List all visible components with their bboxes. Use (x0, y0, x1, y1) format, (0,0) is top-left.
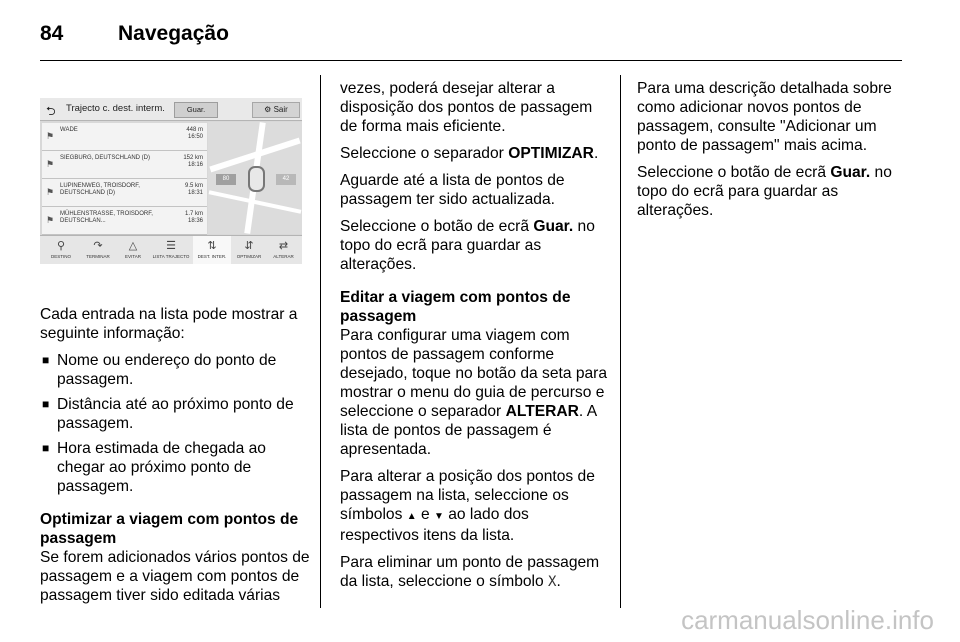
waypoint-list (42, 123, 207, 235)
tab-lista-trajecto (150, 236, 192, 264)
waypoint-flag-icon: ⚑ (46, 187, 55, 197)
optimize-paragraph: Se forem adicionados vários pontos de passagem e a viagem com pontos de passagem tiver sido editada várias (40, 549, 310, 604)
waypoint-item (42, 207, 207, 235)
waypoint-route-icon: ⇅ (207, 240, 217, 252)
bullet-item: ■ Nome ou endereço do ponto de passagem. (40, 351, 310, 389)
text: no topo do ecrã para guardar as alterações. (637, 164, 892, 219)
screen-guar-button: Guar. (174, 102, 218, 118)
down-arrow-icon: ▼ (433, 511, 444, 522)
waypoint-distance: 152 km (183, 155, 203, 161)
tab-dest-inter (193, 236, 231, 264)
column-divider-2 (620, 75, 621, 608)
screen-title: Trajecto c. dest. interm. (66, 103, 165, 114)
road-number-badge: 42 (276, 174, 296, 185)
edit-route-icon: ⇄ (278, 240, 289, 252)
waypoint-distance: 9.5 km (184, 183, 203, 189)
screen-tab-bar (40, 235, 302, 264)
tab-label: OPTIMIZAR (236, 254, 262, 259)
text: Seleccione o botão de ecrã (340, 218, 534, 235)
destination-icon: ⚲ (56, 240, 66, 252)
paragraph (340, 553, 612, 592)
waypoint-name: LUPINENWEG, TROISDORF, DEUTSCHLAND (D) (60, 183, 140, 196)
text: Para alterar a posição dos pontos de passagem na lista, seleccione os símbolos (340, 468, 595, 523)
text: ao lado dos respectivos itens da lista. (340, 506, 529, 544)
bold-term: ALTERAR (505, 403, 579, 420)
column-3 (637, 79, 905, 228)
vehicle-position-icon (248, 166, 265, 192)
waypoint-flag-icon: ⚑ (46, 131, 55, 141)
section-heading-edit: Editar a viagem com pontos de passagem (340, 289, 571, 325)
paragraph: Para uma descrição detalhada sobre como adicionar novos pontos de passagem, consulte "Adicionar um ponto de passagem" mais acima. (637, 80, 892, 154)
tab-terminar (80, 236, 116, 264)
screen-sair-button: ⚙ Sair (252, 102, 300, 118)
waypoint-distance: 448 m (186, 127, 203, 133)
text: no topo do ecrã para guardar as alterações. (340, 218, 595, 273)
optimize-icon: ⇵ (244, 240, 254, 252)
tab-label: TERMINAR (86, 254, 110, 259)
waypoint-distance-time (186, 127, 203, 141)
text: Seleccione o botão de ecrã (637, 164, 831, 181)
tab-optimizar (233, 236, 265, 264)
tab-label: ALTERAR (273, 254, 294, 259)
paragraph: vezes, poderá desejar alterar a disposição dos pontos de passagem de forma mais eficiente. (340, 80, 593, 135)
waypoint-time: 16:50 (187, 134, 203, 140)
column-2 (340, 79, 612, 600)
tab-destino (44, 236, 78, 264)
tab-label: DESTINO (50, 254, 71, 259)
waypoint-name: WADE (60, 127, 78, 133)
paragraph (340, 326, 612, 459)
bullet-item: ■ Hora estimada de chegada ao chegar ao próximo ponto de passagem. (40, 439, 310, 496)
waypoint-time: 18:16 (187, 162, 203, 168)
text: . (593, 145, 599, 162)
tab-evitar (118, 236, 148, 264)
tab-label: EVITAR (125, 254, 141, 259)
watermark: carmanualsonline.info (681, 605, 934, 635)
column-divider-1 (320, 75, 321, 608)
back-arrow-icon: ⮌ (46, 104, 56, 118)
paragraph (340, 217, 612, 274)
avoid-icon: △ (128, 240, 138, 252)
paragraph: Aguarde até a lista de pontos de passagem ter sido actualizada. (340, 172, 565, 208)
waypoint-item (42, 123, 207, 151)
waypoint-item (42, 151, 207, 179)
destination-flag-icon: ⚑ (46, 215, 55, 225)
route-list-icon: ☰ (166, 240, 176, 252)
waypoint-name: MÜHLENSTRASSE, TROISDORF, DEUTSCHLAN... (60, 211, 153, 224)
waypoint-distance-time (185, 211, 203, 225)
text: e (416, 506, 434, 523)
waypoint-flag-icon: ⚑ (46, 159, 55, 169)
waypoint-distance-time (183, 155, 203, 169)
column-1 (40, 305, 310, 613)
intro-paragraph: Cada entrada na lista pode mostrar a seguinte informação: (40, 306, 298, 342)
bullet-item: ■ Distância até ao próximo ponto de passagem. (40, 395, 310, 433)
tab-alterar (267, 236, 300, 264)
header-rule (40, 60, 902, 61)
waypoint-item (42, 179, 207, 207)
waypoint-time: 18:31 (187, 190, 203, 196)
up-arrow-icon: ▲ (406, 511, 417, 522)
terminate-route-icon: ↷ (93, 240, 103, 252)
bold-term: Guar. (533, 218, 574, 235)
tab-label: DEST. INTER. (197, 254, 227, 259)
text: Para configurar uma viagem com pontos de passagem conforme desejado, toque no botão da seta para mostrar o menu do guia de percurso e seleccione o separador (340, 327, 608, 420)
waypoint-name: SIEGBURG, DEUTSCHLAND (D) (60, 155, 151, 161)
text: . A lista de pontos de passagem é apresentada. (340, 403, 597, 458)
waypoint-distance: 1.7 km (184, 211, 203, 217)
section-heading-optimize: Optimizar a viagem com pontos de passagem (40, 511, 299, 547)
text: Seleccione o separador (340, 145, 509, 162)
text: Para eliminar um ponto de passagem da lista, seleccione o símbolo (340, 554, 600, 590)
navigation-screen-image (40, 98, 302, 264)
paragraph (340, 467, 612, 545)
bold-term: OPTIMIZAR (508, 145, 594, 162)
bullet-list (40, 351, 310, 496)
waypoint-distance-time (185, 183, 203, 197)
page-number: 84 (40, 22, 64, 45)
waypoint-time: 18:36 (187, 218, 203, 224)
tab-label: LISTA TRAJECTO (152, 254, 190, 259)
bold-term: Guar. (830, 164, 871, 181)
map-view (208, 122, 302, 234)
speed-limit-badge: 80 (216, 174, 236, 185)
paragraph (340, 144, 612, 163)
screen-top-bar (40, 98, 302, 121)
screen-sair-label: Sair (273, 105, 288, 114)
page-title: Navegação (118, 22, 229, 45)
paragraph (637, 163, 905, 220)
text: . (556, 573, 561, 590)
delete-x-icon: X (548, 574, 557, 590)
